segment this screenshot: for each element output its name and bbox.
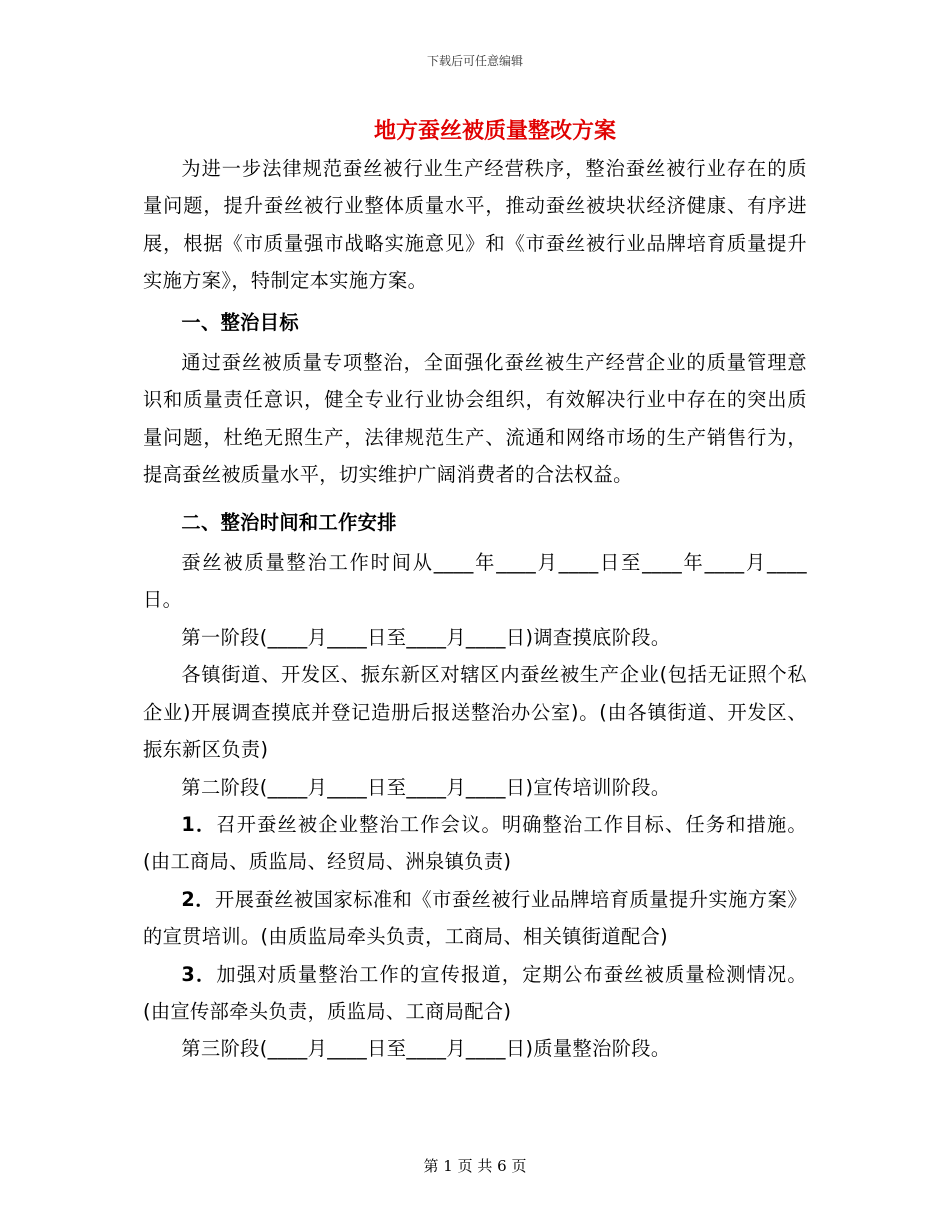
goals-paragraph: 通过蚕丝被质量专项整治，全面强化蚕丝被生产经营企业的质量管理意识和质量责任意识，健全专业行业协会组织，有效解决行业中存在的突出质量问题，杜绝无照生产，法律规范生产、流通和网络市场的生产销售行为，提高蚕丝被质量水平，切实维护广阔消费者的合法权益。	[143, 351, 807, 487]
item-number: 3．	[181, 962, 217, 986]
stage1-paragraph: 各镇街道、开发区、振东新区对辖区内蚕丝被生产企业(包括无证照个私企业)开展调查摸底并登记造册后报送整治办公室)。(由各镇街道、开发区、振东新区负责)	[143, 663, 807, 762]
section-heading-goals: 一、整治目标	[181, 310, 299, 334]
stage1-title: 第一阶段(____月____日至____月____日)调查摸底阶段。	[181, 625, 671, 649]
document-title: 地方蚕丝被质量整改方案	[373, 118, 616, 144]
page-header-note: 下载后可任意编辑	[426, 54, 523, 68]
stage3-title: 第三阶段(____月____日至____月____日)质量整治阶段。	[181, 1037, 671, 1061]
stage2-item-1	[143, 806, 807, 881]
intro-paragraph: 为进一步法律规范蚕丝被行业生产经营秩序，整治蚕丝被行业存在的质量问题，提升蚕丝被行业整体质量水平，推动蚕丝被块状经济健康、有序进展，根据《市质量强市战略实施意见》和《市蚕丝被行业品牌培育质量提升实施方案》，特制定本实施方案。	[143, 157, 807, 293]
section-heading-schedule: 二、整治时间和工作安排	[181, 510, 397, 534]
stage2-item-2	[143, 881, 807, 956]
page-footer-number: 第 1 页 共 6 页	[423, 1157, 527, 1175]
item-text: 加强对质量整治工作的宣传报道，定期公布蚕丝被质量检测情况。(由宣传部牵头负责，质监局、工商局配合)	[143, 962, 807, 1023]
stage2-item-3	[143, 956, 807, 1031]
item-number: 1．	[181, 812, 217, 836]
item-text: 开展蚕丝被国家标准和《市蚕丝被行业品牌培育质量提升实施方案》的宣贯培训。(由质监局牵头负责，工商局、相关镇街道配合)	[143, 887, 807, 949]
item-number: 2．	[181, 887, 216, 911]
item-text: 召开蚕丝被企业整治工作会议。明确整治工作目标、任务和措施。(由工商局、质监局、经贸局、洲泉镇负责)	[143, 812, 807, 874]
stage2-title: 第二阶段(____月____日至____月____日)宣传培训阶段。	[181, 775, 671, 799]
document-body	[143, 150, 807, 1068]
schedule-time-paragraph: 蚕丝被质量整治工作时间从____年____月____日至____年____月____日。	[143, 551, 807, 612]
